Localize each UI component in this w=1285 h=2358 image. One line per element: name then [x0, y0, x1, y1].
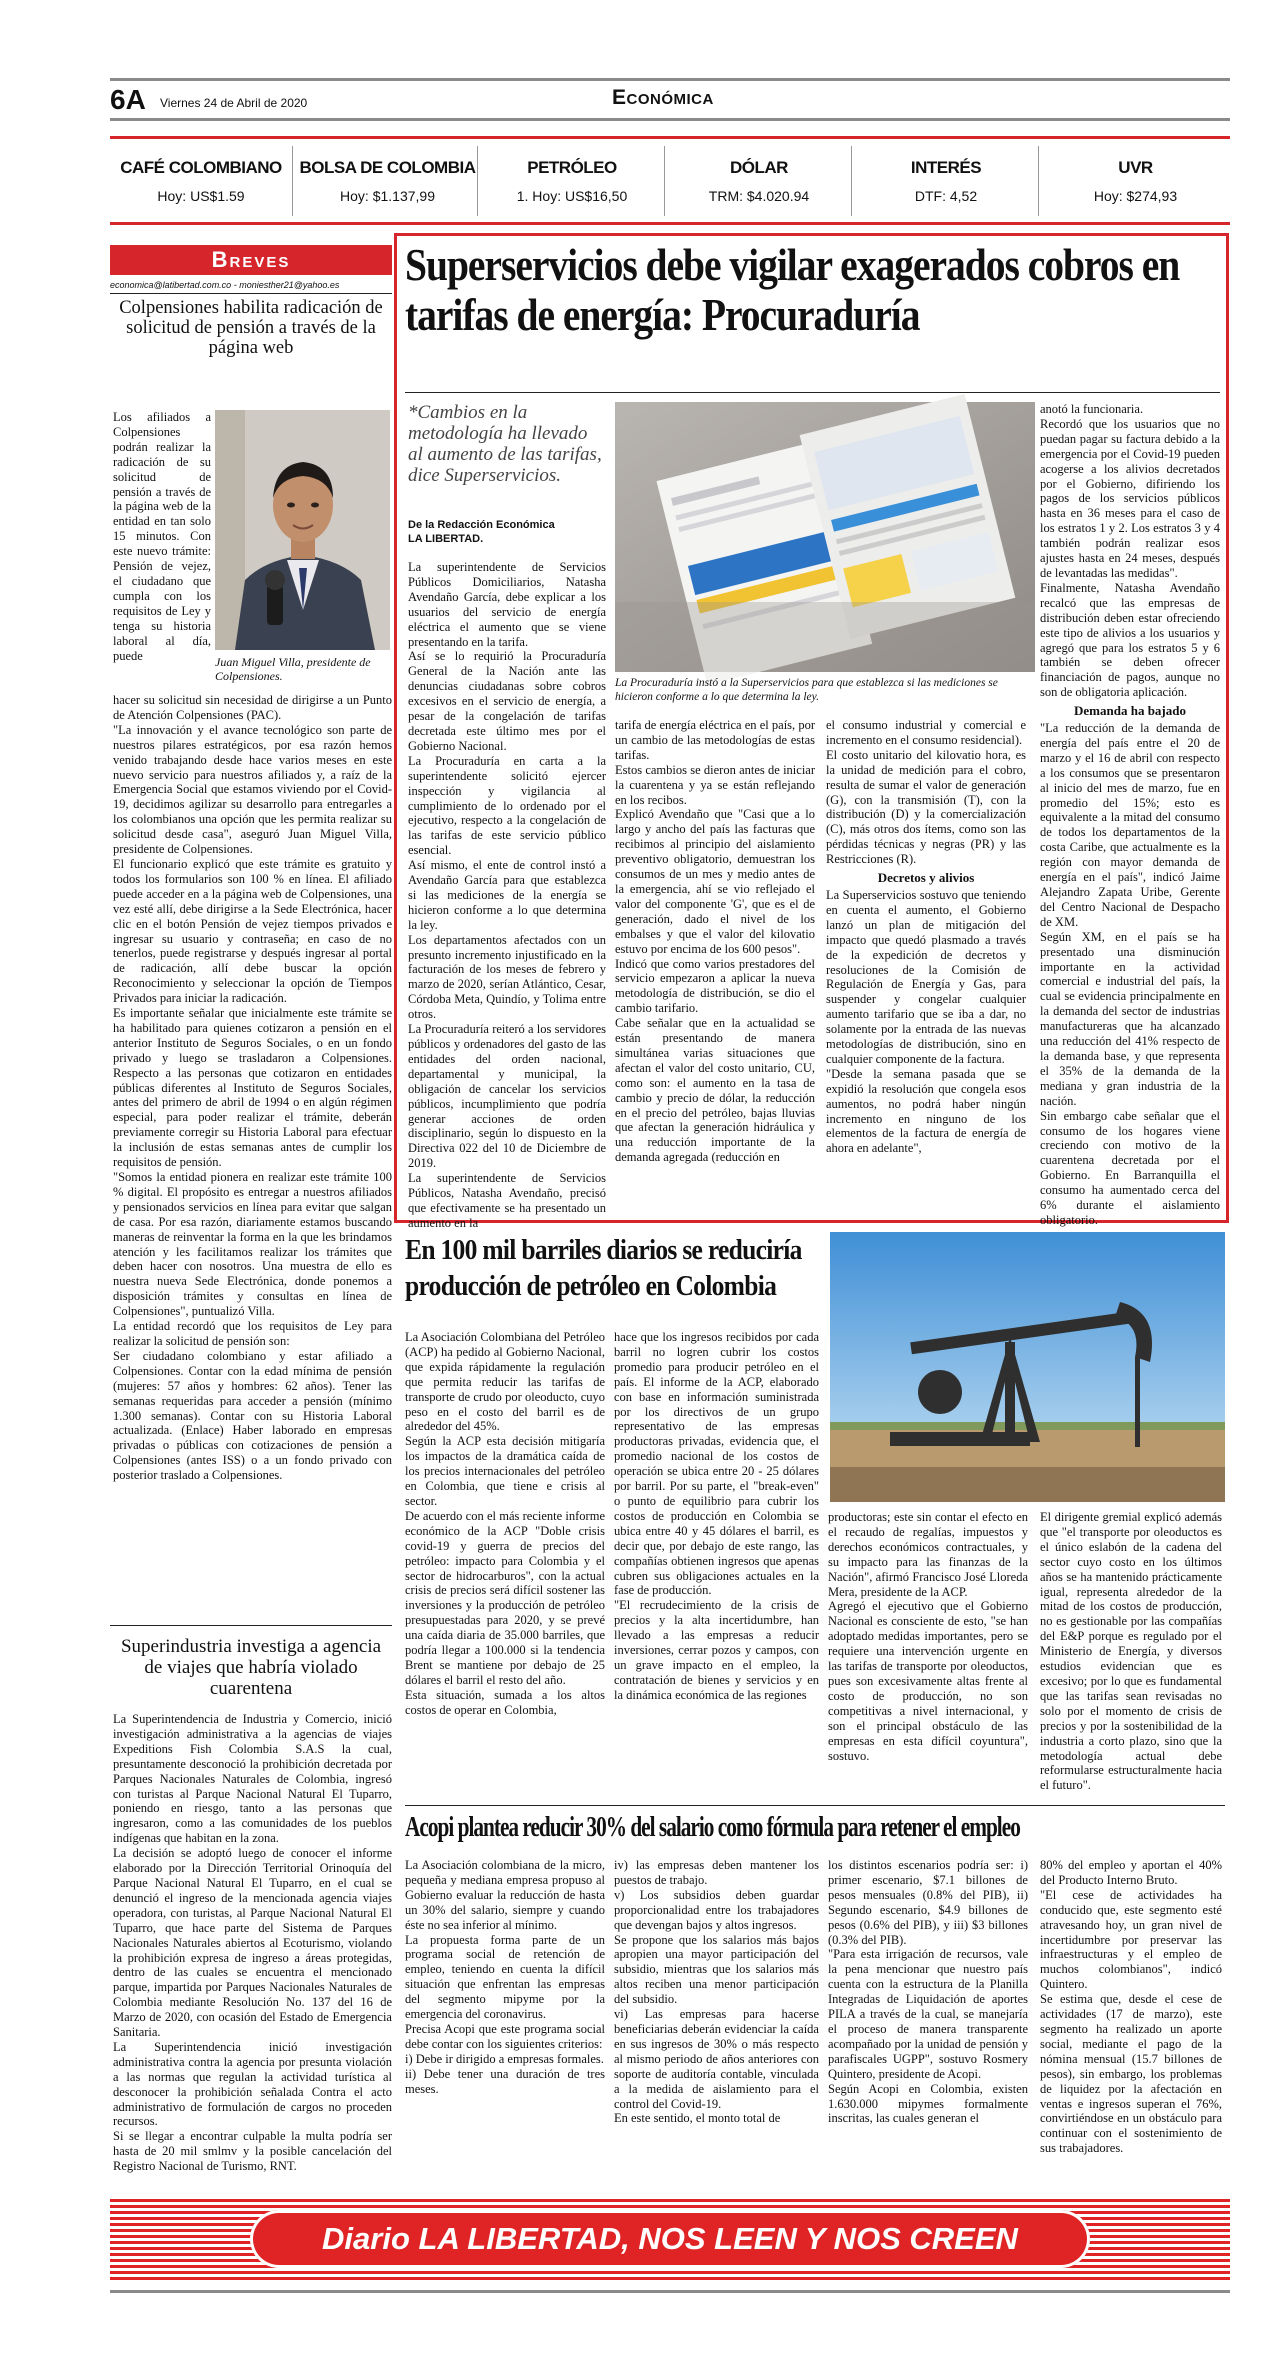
superindustria-headline: Superindustria investiga a agencia de viajes que habría violado cuarentena: [120, 1636, 382, 1699]
oil-col-3: productoras; este sin contar el efecto en el recaudo de regalías, impuestos y derechos económicos contractuales, y su impacto para las finanzas de la Nación", afirmó Francisco José Lloreda Mera, presidente de la ACP. Agregó el ejecutivo que el Gobierno Nacional es consciente de esto, "se han adoptado medidas importantes, pero se requiere una intervención urgente en las tarifas de transporte por oleoductos, pues son excesivamente altas frente al costo de producción, no son competitivas a nivel internacional, y son el principal obstáculo de las empresas en esta difícil coyuntura", sostuvo.: [828, 1510, 1028, 1763]
acopi-col-4: 80% del empleo y aportan el 40% del Producto Interno Bruto. "El cese de actividades ha conducido que, este segmento esté atravesando hoy, un gran nivel de incertidumbre por preservar las infraestructuras y el empleo de muchos colombianos", indicó Quintero. Se estima que, desde el cese de actividades (17 de marzo), este segmento ha realizado un aporte social, mediante el pago de la nómina mensual (15.7 billones de pesos), sin embargo, los problemas de liquidez por la afectación en ventas e ingresos superan el 76%, convirtiéndose en un obstáculo para continuar con el sostenimiento de sus trabajadores.: [1040, 1858, 1222, 2156]
header-bottom-rule: [110, 118, 1230, 121]
ticker-interest: INTERÉS DTF: 4,52: [854, 146, 1039, 216]
ticker-uvr: UVR Hoy: $274,93: [1093, 158, 1178, 204]
colpensiones-body: hacer su solicitud sin necesidad de dirigirse a un Punto de Atención Colpensiones (PAC). "La innovación y el avance tecnológico son parte de nuestros pilares estratégicos, por esa razón hemos venido trabajando desde hace varios meses en este nuevo servicio para nuestros afiliados y, a raíz de la Emergencia Social que estamos viviendo por el Covid-19, decidimos agilizar su desarrollo para entregarles a los colombianos una opción que les permita realizar su solicitud desde casa", aseguró Juan Miguel Villa, presidente de Colpensiones. El funcionario explicó que este trámite es gratuito y todos los formularios son 100 % en línea. El afiliado puede acceder en a la página web de Colpensiones, una vez esté allí, debe dirigirse a la Sede Electrónica, hacer clic en el botón Pensión de vejez tiempos privados e ingresar su usuario y contraseña; en caso de no tenerlos, puede registrarse y después ingresar al portal de radicación, allí debe buscar la opción Reconocimiento y seleccionar la opción de Tiempos Privados para iniciar la radicación. Es importante señalar que inicialmente este trámite se ha habilitado para quienes cotizaron a pensión en el anterior Instituto de Seguros Sociales, o en un fondo privado y luego se trasladaron a Colpensiones. Respecto a las personas que cotizaron en entidades públicas diferentes al Instituto de Seguros Sociales, antes del primero de abril de 1994 o en algún régimen especial, para poder realizar el trámite, deberán previamente corregir su Historia Laboral para efectuar la inclusión de estas semanas antes de cumplir los requisitos de pensión. "Somos la entidad pionera en realizar este trámite 100 % digital. El propósito es entregar a nuestros afiliados y pensionados servicios en línea para evitar que salgan de casa. Por esa razón, diariamente estamos buscando maneras de reinventar la forma en la que les brindamos atención y les facilitamos realizar los trámites que deben hacer con nosotros. Una muestra de ello es nuestra nueva Sede Electrónica, donde ponemos a disposición trámites y consultas en línea de Colpensiones", puntualizó Villa. La entidad recordó que los requisitos de Ley para realizar la solicitud de pensión son: Ser ciudadano colombiano y estar afiliado a Colpensiones. Contar con la edad mínima de pensión (mujeres: 57 años y hombres: 62 años). Tener las semanas requeridas para acceder a pensión (mínimo 1.300 semanas). Contar con su Historia Laboral actualizada. (Enlace) Haber laborado en empresas privadas o públicas con cotizaciones de pensión a Colpensiones (antes ISS) o a un fondo privado con posterior traslado a Colpensiones.: [113, 693, 392, 1483]
footer-rule: [110, 2290, 1230, 2293]
page-number: 6A: [110, 84, 146, 115]
colpensiones-intro: Los afiliados a Colpensiones podrán realizar la radicación de su solicitud de pensión a través de la página web de la entidad en tan solo 15 minutos. Con este nuevo trámite: Pensión de vejez, el ciudadano que cumpla con los requisitos de Ley y tenga su historia laboral al día, puede: [113, 410, 211, 663]
lead-col-1: La superintendente de Servicios Públicos Domiciliarios, Natasha Avendaño García, debe explicar a los usuarios del servicio de energía eléctrica el aumento que se viene presentando en la tarifa. Así se lo requirió la Procuraduría General de la Nación ante las denuncias ciudadanas sobre cobros excesivos en el servicio de energía, a pesar de la congelación de tarifas decretada este último mes por el Gobierno Nacional. La Procuraduría en carta a la superintendente solicitó ejercer inspección y vigilancia al cumplimiento de lo ordenado por el ejecutivo, respecto a la congelación de las tarifas de este servicio público esencial. Así mismo, el ente de control instó a Avendaño García para que establezca si las mediciones de la energía se hicieron conforme a lo que determina la ley. Los departamentos afectados con un presunto incremento injustificado en la facturación de los meses de febrero y marzo de 2020, serían Atlántico, Cesar, Córdoba Meta, Quindío, y Tolima entre otros. La Procuraduría reiteró a los servidores públicos y ordenadores del gasto de las entidades del orden nacional, departamental y municipal, la obligación de cancelar los servicios públicos, incumplimiento que podría generar acciones de orden disciplinario, según lo dispuesto en la Directiva 022 del 10 de Diciembre de 2019. La superintendente de Servicios Públicos, Natasha Avendaño, precisó que efectivamente se ha presentado un aumento en la: [408, 560, 606, 1230]
energy-bills-illustration: [615, 402, 1035, 672]
colpensiones-headline: Colpensiones habilita radicación de solicitud de pensión a través de la página web: [119, 298, 383, 358]
lead-deck: *Cambios en la metodología ha llevado al aumento de las tarifas, dice Superservicios.: [408, 402, 602, 486]
acopi-col-3: los distintos escenarios podría ser: i) primer escenario, $7.1 billones de pesos mensuales (0.8% del PIB), ii) Segundo escenario, $4.9 billones de pesos (0.6% del PIB), y iii) $3 billones (0.3% del PIB). "Para esta irrigación de recursos, vale la pena mencionar que nuestro país cuenta con la estructura de la Planilla Integradas de Liquidación de aportes PILA a través de la cual, se manejaría el proceso de manera transparente acompañado por la unidad de pensión y parafiscales UGPP", sostuvo Rosmery Quintero, presidente de Acopi. Según Acopi en Colombia, existen 1.630.000 mipymes formalmente inscritas, las cuales generan el: [828, 1858, 1028, 2126]
ticker-coffee: CAFÉ COLOMBIANO Hoy: US$1.59: [110, 146, 293, 216]
oil-col-2: hace que los ingresos recibidos por cada barril no logren cubrir los costos promedio para producir petróleo en el país. El informe de la ACP, elaborado con base en información suministrada por los directivos de un grupo representativo de las empresas productoras privadas, evidencia que, el promedio nacional de los costos de operación se ubica entre 20 - 25 dólares por barril. Por su parte, el "break-even" o punto de equilibrio para cubrir los costos de producción en Colombia se ubica entre 40 y 45 dólares el barril, es decir que, por debajo de este rango, las compañías obtienen ingresos que apenas cubren sus obligaciones actuales en la fase de producción. "El recrudecimiento de la crisis de precios y la alta incertidumbre, han llevado a las empresas a reducir inversiones, cerrar pozos y campos, con un grave impacto en el empleo, la contratación de bienes y servicios y en la dinámica económica de las regiones: [614, 1330, 819, 1702]
page-date: Viernes 24 de Abril de 2020: [160, 96, 308, 110]
lead-photo-caption: La Procuraduría instó a la Superservicios para que establezca si las mediciones se hicieron conforme a lo que determina la ley.: [615, 677, 998, 703]
oil-col-1: La Asociación Colombiana del Petróleo (ACP) ha pedido al Gobierno Nacional, que expida rápidamente la regulación que permita reducir las tarifas de transporte de crudo por oleoducto, cuyo peso en el costo del barril es de alrededor del 45%. Según la ACP esta decisión mitigaría los impactos de la dramática caída de los precios internacionales del petróleo en Colombia, que tiene e crisis al sector. De acuerdo con el más reciente informe económico de la ACP "Doble crisis covid-19 y guerra de precios del petróleo: impacto para Colombia y el sector de hidrocarburos", con la actual crisis de precios será difícil sostener las inversiones y la producción de petróleo presupuestadas para 2020, y se prevé una caída diaria de 35.000 barriles, que podría llegar a 100.000 si la tendencia Brent se mantiene por debajo de 25 dólares el barril el resto del año. Esta situación, sumada a los altos costos de operar en Colombia,: [405, 1330, 605, 1717]
lead-col-4: anotó la funcionaria. Recordó que los usuarios que no puedan pagar su factura debido a la emergencia por el Covid-19 pueden acogerse a los alivios decretados por el Gobierno, difiriendo los pagos de los servicios públicos hasta en 36 meses para el caso de los estratos 1 y 2. Los estratos 3 y 4 también podrán realizar esos ajustes hasta en 24 meses, después de levantadas las medidas". Finalmente, Natasha Avendaño recalcó que las empresas de distribución deben estar ofreciendo este tipo de alivios a los usuarios y agregó que para los estratos 5 y 6 también se deben ofrecer financiación de pagos, aunque no son de obligatoria aplicación. Demanda ha bajado "La reducción de la demanda de energía del país entre el 20 de marzo y el 16 de abril con respecto a los consumos que se presentaron al inicio del mes de marzo, fue en promedio del 15%; esto es equivalente a la mitad del consumo de todos los departamentos de la costa Caribe, que actualmente es la región con mayor demanda de energía en el país", indicó Jaime Alejandro Zapata Uribe, Gerente del Centro Nacional de Despacho de XM. Según XM, en el país se ha presentado una disminución importante en la actividad comercial e industrial del país, la cual se evidencia principalmente en la demanda del sector de industrias manufactureras que ha alcanzado una reducción del 41% respecto de la demanda base, y que representa el 35% de la demanda de la mediana y gran industria de la nación. Sin embargo cabe señalar que el consumo de los hogares viene creciendo con motivo de la cuarentena decretada por el Gobierno. En Barranquilla el consumo ha aumentado cerca del 6% durante el aislamiento obligatorio.: [1040, 402, 1220, 1227]
person-illustration: [215, 410, 390, 650]
footer-slogan: Diario LA LIBERTAD, NOS LEEN Y NOS CREEN: [322, 2221, 1018, 2256]
lead-byline: De la Redacción Económica LA LIBERTAD.: [408, 519, 555, 545]
superindustria-body: La Superintendencia de Industria y Comercio, inició investigación administrativa a la agencias de viajes Expeditions Fish Colombia S.A.S la cual, presuntamente desconoció la prohibición decretada por Parques Nacionales Naturales de Colombia, ingresó con turistas al Parque Nacional Natural El Tuparro, poniendo en riesgo, tanto a las personas que ingresaron, como a las comunidades de los pueblos indígenas que habitan en la zona. La decisión se adoptó luego de conocer el informe elaborado por la Dirección Territorial Orinoquía del Parque Nacional Natural El Tuparro, en el cual se denunció el ingreso de la mencionada agencia viajes operadora, con turistas, al Parque Nacional Natural El Tuparro, que hace parte del Sistema de Parques Nacionales Naturales abiertos al Ecoturismo, violando la prohibición expresa de ingreso a áreas protegidas, dentro de las cuales se encuentra el mencionado parque, impartida por Parques Nacionales Naturales de Colombia mediante Resolución No. 137 del 16 de Marzo de 2020, con ocasión del Estado de Emergencia Sanitaria. La Superintendencia inició investigación administrativa contra la agencia por presunta violación a las normas que regulan la actividad turística al desconocer la prohibición señalada Contra el acto administrativo de formulación de cargos no proceden recursos. Si se llegar a encontrar culpable la multa podría ser hasta de 20 mil smlmv y la posible cancelación del Registro Nacional de Turismo, RNT.: [113, 1712, 392, 2174]
section-title: Económica: [612, 86, 714, 109]
oil-col-4: El dirigente gremial explicó además que "el transporte por oleoductos es el único eslabón de la cadena del sector cuyo costo en los últimos años se ha mantenido prácticamente igual, representa alrededor de la mitad de los costos de producción, no es gestionable por las compañías del E&P porque es regulado por el Ministerio de Energía, y diversos estudios evidencian que es excesivo; por lo que es fundamental que las tarifas sean revisadas no solo por el momento de crisis de precios y por la sostenibilidad de la industria a corto plazo, sino que la metodología actual debe reformularse estructuralmente hacia el futuro".: [1040, 1510, 1222, 1793]
acopi-headline: Acopi plantea reducir 30% del salario como fórmula para retener el empleo: [405, 1812, 1020, 1843]
lead-headline: Superservicios debe vigilar exagerados cobros en tarifas de energía: Procuraduría: [405, 239, 1180, 340]
oil-photo: [830, 1232, 1225, 1502]
breves-title: Breves: [211, 247, 291, 272]
colpensiones-photo-caption: Juan Miguel Villa, presidente de Colpensiones.: [215, 655, 371, 683]
breves-banner: [110, 245, 392, 275]
breves-emails: economica@latibertad.com.co - moniesther21@yahoo.es: [110, 280, 340, 290]
footer-banner-pill: [250, 2210, 1090, 2268]
oil-headline: En 100 mil barriles diarios se reduciría producción de petróleo en Colombia: [405, 1234, 802, 1302]
lead-photo: [615, 402, 1035, 672]
oil-pumpjack-illustration: [830, 1232, 1225, 1502]
ticker-stock: BOLSA DE COLOMBIA Hoy: $1.137,99: [298, 146, 478, 216]
lead-col-2: tarifa de energía eléctrica en el país, por un cambio de las metodologías de estas tarifas. Estos cambios se dieron antes de iniciar la cuarentena y ya se están reflejando en los recibos. Explicó Avendaño que "Casi que a lo largo y ancho del país las facturas que recibimos al principio del aislamiento preventivo obligatorio, demuestran los consumos de un mes y medio antes de la emergencia, ahí se vio reflejado el valor del componente 'G', que es el de generación, dado el nivel de los embalses y que el valor del kilovatio estuvo por encima de los 600 pesos". Indicó que como varios prestadores del servicio empezaron a aplicar la nueva metodología de distribución, se dio el cambio tarifario. Cabe señalar que en la actualidad se están presentando de manera simultánea varias situaciones que afectan el valor del costo unitario, CU, como son: el aumento en la tasa de cambio y precio de dólar, la reducción en el precio del petróleo, bajas lluvias que afectan la generación hidráulica y una reducción importante de la demanda agregada (reducción en: [615, 718, 815, 1165]
market-ticker: [110, 136, 1230, 226]
lead-subhead-demanda: Demanda ha bajado: [1074, 703, 1186, 719]
colpensiones-photo: [215, 410, 390, 650]
lead-col-3: el consumo industrial y comercial e incremento en el consumo residencial). El costo unitario del kilovatio hora, es la unidad de medición para el cobro, resulta de sumar el valor de generación (G), con la transmisión (T), con la distribución (D) y la comercialización (C), más otros dos ítems, como son las pérdidas técnicas y negras (PR) y las Restricciones (R). Decretos y alivios La Superservicios sostuvo que teniendo en cuenta el aumento, el Gobierno lanzó un plan de mitigación del impacto que quedó plasmado a través de la expedición de decretos y resoluciones de la Comisión de Regulación de Energía y Gas, para suspender y congelar cualquier aumento tarifario que se iba a dar, no solamente por la entrada de las nuevas metodologías de distribución, sino en cualquier componente de la factura. "Desde la semana pasada que se expidió la resolución que congela esos aumentos, no podrá haber ningún incremento en ninguno de los elementos de la factura de energía de ahora en adelante",: [826, 718, 1026, 1156]
acopi-col-2: iv) las empresas deben mantener los puestos de trabajo. v) Los subsidios deben guardar proporcionalidad entre los trabajadores que devengan bajos y altos ingresos. Se propone que los salarios más bajos apropien una mayor participación del subsidio, mientras que los salarios más altos reciben una menor participación del subsidio. vi) Las empresas para hacerse beneficiarias deberán evidenciar la caída en sus ingresos de 30% o más respecto al mismo periodo de años anteriores con soporte de auditoría contable, vinculada a la medida de aislamiento para el control del Covid-19. En este sentido, el monto total de: [614, 1858, 819, 2126]
ticker-dollar: DÓLAR TRM: $4.020.94: [667, 146, 852, 216]
ticker-oil: PETRÓLEO 1. Hoy: US$16,50: [480, 146, 665, 216]
lead-subhead-decretos: Decretos y alivios: [877, 870, 975, 886]
footer-banner: [110, 2198, 1230, 2280]
acopi-col-1: La Asociación colombiana de la micro, pequeña y mediana empresa propuso al Gobierno evaluar la reducción de hasta un 30% del salario, siempre y cuando éste no sea inferior al mínimo. La propuesta forma parte de un programa social de retención de empleo, teniendo en cuenta la difícil situación que enfrentan las empresas del segmento mipyme por la emergencia del coronavirus. Precisa Acopi que este programa social debe contar con los siguientes criterios: i) Debe ir dirigido a empresas formales. ii) Debe tener una duración de tres meses.: [405, 1858, 605, 2096]
header-top-rule: [110, 78, 1230, 81]
